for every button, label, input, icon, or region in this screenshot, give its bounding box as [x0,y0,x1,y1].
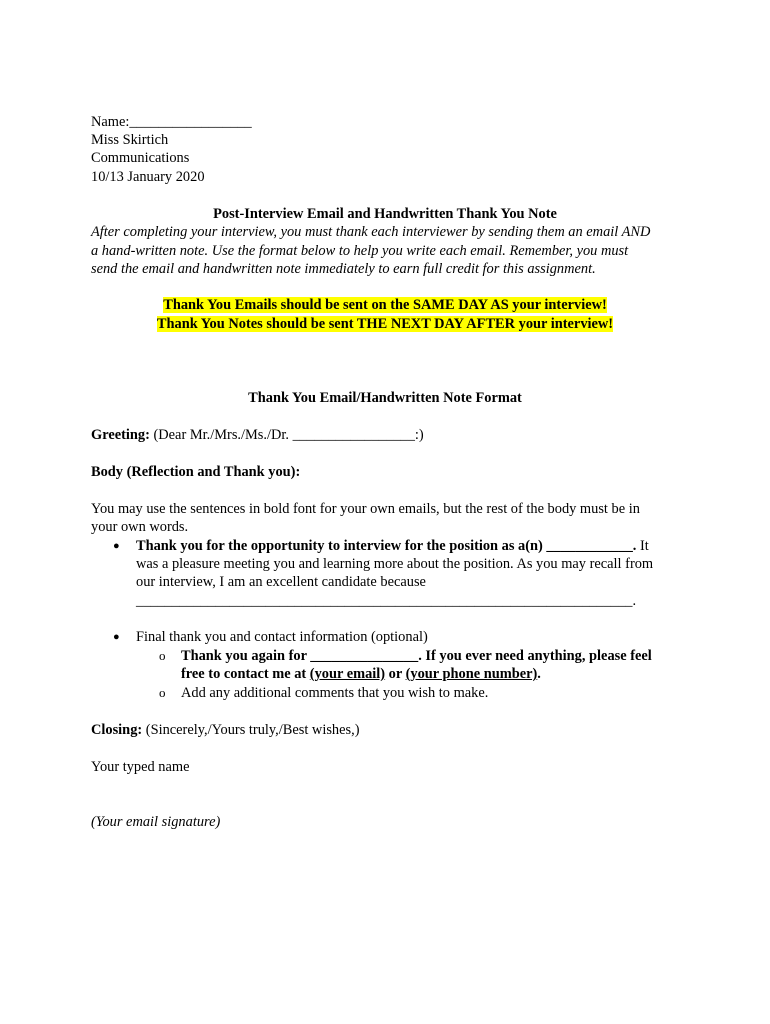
email-placeholder: (your email) [309,666,386,682]
sub-bullet-1-marker: o [159,648,166,663]
teacher-name: Miss Skirtich [91,132,169,148]
bullet-1-marker: ● [113,540,120,552]
contact-prefix: free to contact me at [181,666,310,682]
bullet-1-line-4: _____________________________________________________________________. [136,593,637,609]
sub-bullet-2-marker: o [159,685,166,700]
bullet-1-bold-text: Thank you for the opportunity to interview for the position as a(n) ____________. [136,538,637,554]
bullet-1-line-3: our interview, I am an excellent candidate because [136,574,426,590]
body-intro-line-1: You may use the sentences in bold font for your own emails, but the rest of the body must be in [91,501,640,517]
document-title: Post-Interview Email and Handwritten Thank You Note [213,206,557,222]
highlight-email-text: Thank You Emails should be sent on the SAME DAY AS your interview! [163,297,607,313]
contact-end: . [537,666,541,682]
intro-line-3: send the email and handwritten note immediately to earn full credit for this assignment. [91,261,596,277]
sub-bullet-2-text: Add any additional comments that you wish to make. [181,685,489,701]
closing-line [91,721,360,739]
email-signature: (Your email signature) [91,814,221,830]
date-line: 10/13 January 2020 [91,169,205,185]
sub-bullet-1-line-2 [181,665,541,683]
name-line: Name:_________________ [91,114,252,130]
bullet-1-rest: It [636,538,649,554]
closing-label: Closing: [91,722,143,738]
greeting-text: (Dear Mr./Mrs./Ms./Dr. _________________:) [149,427,424,443]
closing-text: (Sincerely,/Yours truly,/Best wishes,) [142,722,360,738]
body-intro-line-2: your own words. [91,519,189,535]
highlight-note-text: Thank You Notes should be sent THE NEXT DAY AFTER your interview! [156,316,614,332]
sub-bullet-1-line-1: Thank you again for _______________. If you ever need anything, please feel [181,648,652,664]
highlight-email-line [0,296,770,314]
typed-name: Your typed name [91,759,190,775]
highlight-note-line [0,315,770,333]
format-title: Thank You Email/Handwritten Note Format [248,390,522,406]
bullet-1-line-1 [136,537,649,555]
contact-or: or [385,666,406,682]
phone-placeholder: (your phone number) [405,666,538,682]
bullet-1-line-2: was a pleasure meeting you and learning more about the position. As you may recall from [136,556,654,572]
intro-line-1: After completing your interview, you must thank each interviewer by sending them an email AND [91,224,651,240]
bullet-2-text: Final thank you and contact information (optional) [136,629,428,645]
greeting-label: Greeting: [91,427,150,443]
bullet-2-marker: ● [113,631,120,643]
body-heading: Body (Reflection and Thank you): [91,464,301,480]
intro-line-2: a hand-written note. Use the format below to help you write each email. Remember, you must [91,243,629,259]
greeting-line [91,426,424,444]
course-name: Communications [91,150,190,166]
